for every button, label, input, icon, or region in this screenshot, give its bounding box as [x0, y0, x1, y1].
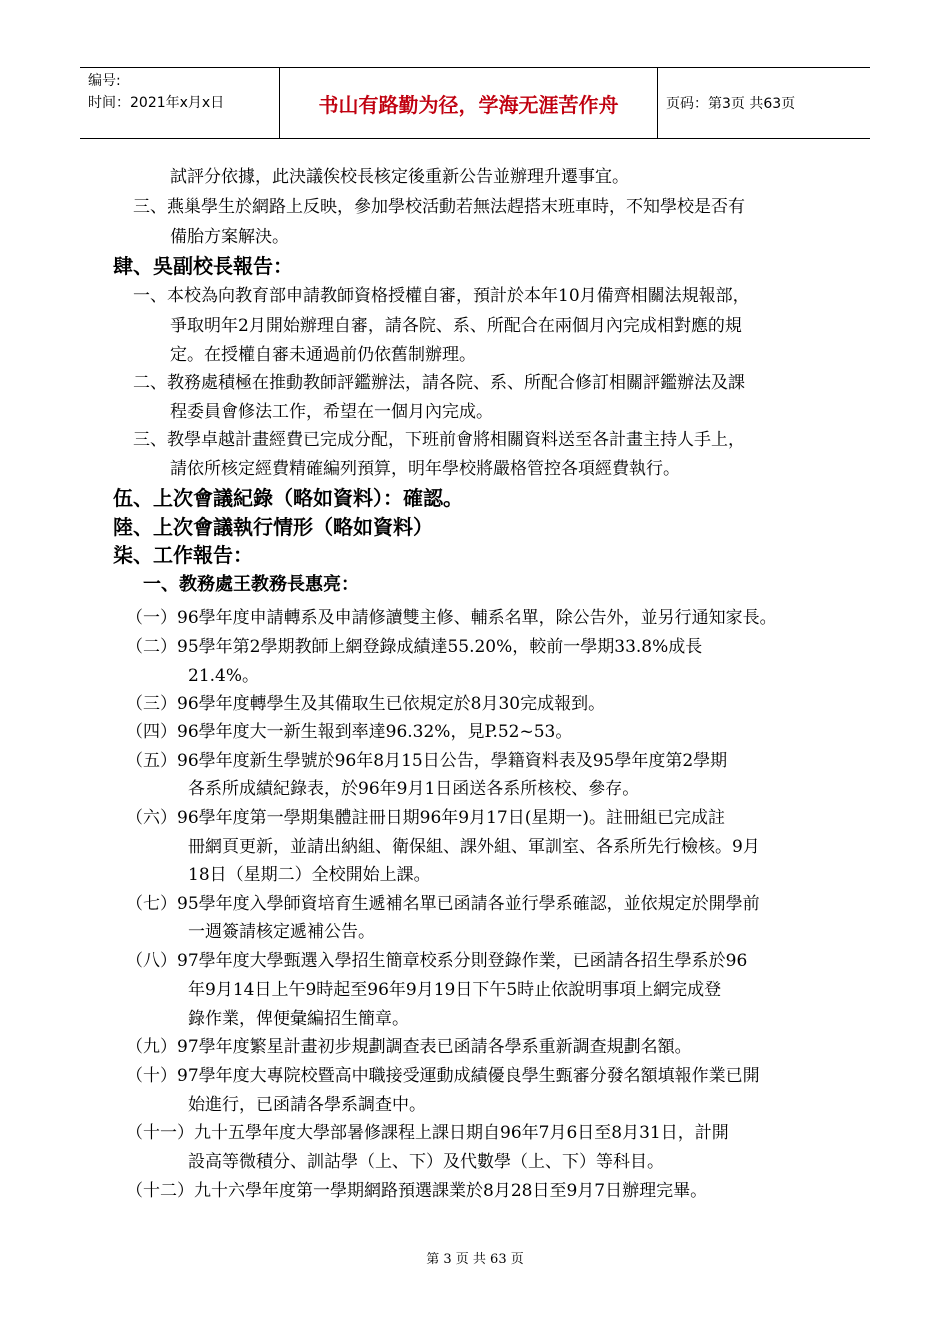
header-meta — [80, 68, 280, 138]
body-line: （三）96學年度轉學生及其備取生已依規定於8月30完成報到。 — [126, 694, 606, 714]
body-line: 爭取明年2月開始辦理自審，請各院、系、所配合在兩個月內完成相對應的規 — [170, 316, 742, 336]
body-line: 年9月14日上午9時起至96年9月19日下午5時止依說明事項上網完成登 — [188, 980, 722, 1000]
body-line: 21.4%。 — [188, 666, 260, 686]
body-line: （九）97學年度繁星計畫初步規劃調查表已函請各學系重新調查規劃名額。 — [126, 1037, 692, 1057]
section-heading: 伍、上次會議紀錄（略如資料）：確認。 — [113, 486, 463, 510]
body-line: 設高等微積分、訓詁學（上、下）及代數學（上、下）等科目。 — [188, 1152, 664, 1172]
body-line: 備胎方案解決。 — [170, 227, 289, 247]
body-line: 各系所成績紀錄表，於96年9月1日函送各系所核校、參存。 — [188, 779, 640, 799]
body-line: 冊網頁更新，並請出納組、衛保組、課外組、軍訓室、各系所先行檢核。9月 — [188, 837, 760, 857]
section-heading: 柒、工作報告： — [113, 543, 253, 567]
body-line: 試評分依據，此決議俟校長核定後重新公告並辦理升遷事宜。 — [170, 167, 629, 187]
header-time: 时间：2021年x月x日 — [88, 95, 225, 111]
body-line: （五）96學年度新生學號於96年8月15日公告，學籍資料表及95學年度第2學期 — [126, 751, 728, 771]
body-line: 二、教務處積極在推動教師評鑑辦法，請各院、系、所配合修訂相關評鑑辦法及課 — [133, 373, 745, 393]
body-line: 一、本校為向教育部申請教師資格授權自審，預計於本年10月備齊相關法規報部， — [133, 286, 750, 306]
header-motto: 书山有路勤为径，学海无涯苦作舟 — [280, 68, 658, 138]
body-line: （十二）九十六學年度第一學期網路預選課業於8月28日至9月7日辦理完畢。 — [126, 1181, 708, 1201]
body-line: 三、燕巢學生於網路上反映，參加學校活動若無法趕搭末班車時，不知學校是否有 — [133, 197, 745, 217]
body-line: （六）96學年度第一學期集體註冊日期96年9月17日(星期一)。註冊組已完成註 — [126, 808, 725, 828]
section-heading: 陸、上次會議執行情形（略如資料） — [113, 515, 433, 539]
subsection-heading: 一、教務處王教務長惠亮： — [143, 574, 359, 595]
body-line: （一）96學年度申請轉系及申請修讀雙主修、輔系名單，除公告外，並另行通知家長。 — [126, 608, 777, 628]
body-line: 定。在授權自審未通過前仍依舊制辦理。 — [170, 345, 476, 365]
body-line: （七）95學年度入學師資培育生遞補名單已函請各並行學系確認，並依規定於開學前 — [126, 894, 760, 914]
page-footer: 第 3 页 共 63 页 — [426, 1252, 524, 1267]
body-line: 三、教學卓越計畫經費已完成分配，下班前會將相關資料送至各計畫主持人手上， — [133, 430, 745, 450]
body-line: （十一）九十五學年度大學部暑修課程上課日期自96年7月6日至8月31日，計開 — [126, 1123, 729, 1143]
body-line: 一週簽請核定遞補公告。 — [188, 922, 375, 942]
body-line: （八）97學年度大學甄選入學招生簡章校系分則登錄作業，已函請各招生學系於96 — [126, 951, 748, 971]
body-line: 請依所核定經費精確編列預算，明年學校將嚴格管控各項經費執行。 — [170, 459, 680, 479]
body-line: 18日（星期二）全校開始上課。 — [188, 865, 431, 885]
body-line: （二）95學年第2學期教師上網登錄成績達55.20%，較前一學期33.8%成長 — [126, 637, 703, 657]
header-number: 编号: — [88, 73, 121, 89]
body-line: 程委員會修法工作，希望在一個月內完成。 — [170, 402, 493, 422]
body-line: 始進行，已函請各學系調查中。 — [188, 1095, 426, 1115]
header-page: 页码：第3页 共63页 — [666, 96, 796, 112]
body-line: （四）96學年度大一新生報到率達96.32%，見P.52~53。 — [126, 722, 573, 742]
body-line: 錄作業，俾便彙編招生簡章。 — [188, 1009, 409, 1029]
page-header — [80, 67, 870, 139]
section-heading: 肆、吳副校長報告： — [113, 254, 293, 278]
body-line: （十）97學年度大專院校暨高中職接受運動成績優良學生甄審分發名額填報作業已開 — [126, 1066, 760, 1086]
